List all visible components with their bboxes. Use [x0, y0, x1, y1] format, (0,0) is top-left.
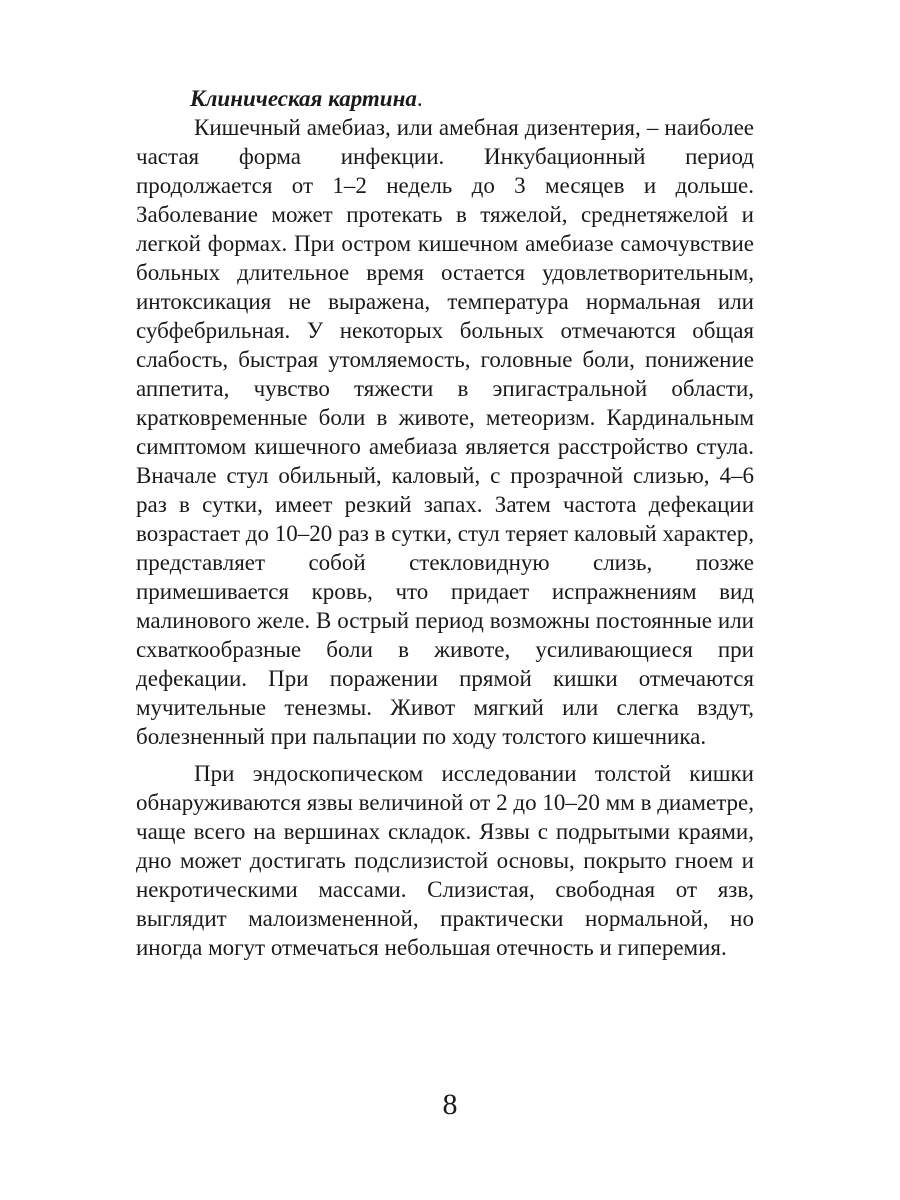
section-heading-punctuation: . — [416, 86, 423, 111]
section-heading — [136, 84, 754, 113]
paragraph-clinical-course: Кишечный амебиаз, или амебная дизентерия, – наиболее частая форма инфекции. Инкубационный период продолжается от 1–2 недель до 3 месяцев и дольше. Заболевание может протекать в тяжелой, среднетяжелой и легкой формах. При остром кишечном амебиазе самочувствие больных длительное время остается удовлетворительным, интоксикация не выражена, температура нормальная или субфебрильная. У некоторых больных отмечаются общая слабость, быстрая утомляемость, головные боли, понижение аппетита, чувство тяжести в эпигастральной области, кратковременные боли в животе, метеоризм. Кардинальным симптомом кишечного амебиаза является расстройство стула. Вначале стул обильный, каловый, с прозрачной слизью, 4–6 раз в сутки, имеет резкий запах. Затем частота дефекации возрастает до 10–20 раз в сутки, стул теряет каловый характер, представляет собой стекловидную слизь, позже примешивается кровь, что придает испражнениям вид малинового желе. В острый период возможны постоянные или схваткообразные боли в животе, усиливающиеся при дефекации. При поражении прямой кишки отмечаются мучительные тенезмы. Живот мягкий или слегка вздут, болезненный при пальпации по ходу толстого кишечника. — [136, 115, 754, 749]
text-block — [136, 84, 754, 962]
page-number: 8 — [442, 1088, 458, 1121]
paragraph-endoscopy: При эндоскопическом исследовании толстой кишки обнаруживаются язвы величиной от 2 до 10–20 мм в диаметре, чаще всего на вершинах складок. Язвы с подрытыми краями, дно может достигать подслизистой основы, покрыто гноем и некротическими массами. Слизистая, свободная от язв, выглядит малоизмененной, практически нормальной, но иногда могут отмечаться небольшая отечность и гиперемия. — [136, 761, 754, 960]
section-heading-title: Клиническая картина — [190, 86, 417, 111]
